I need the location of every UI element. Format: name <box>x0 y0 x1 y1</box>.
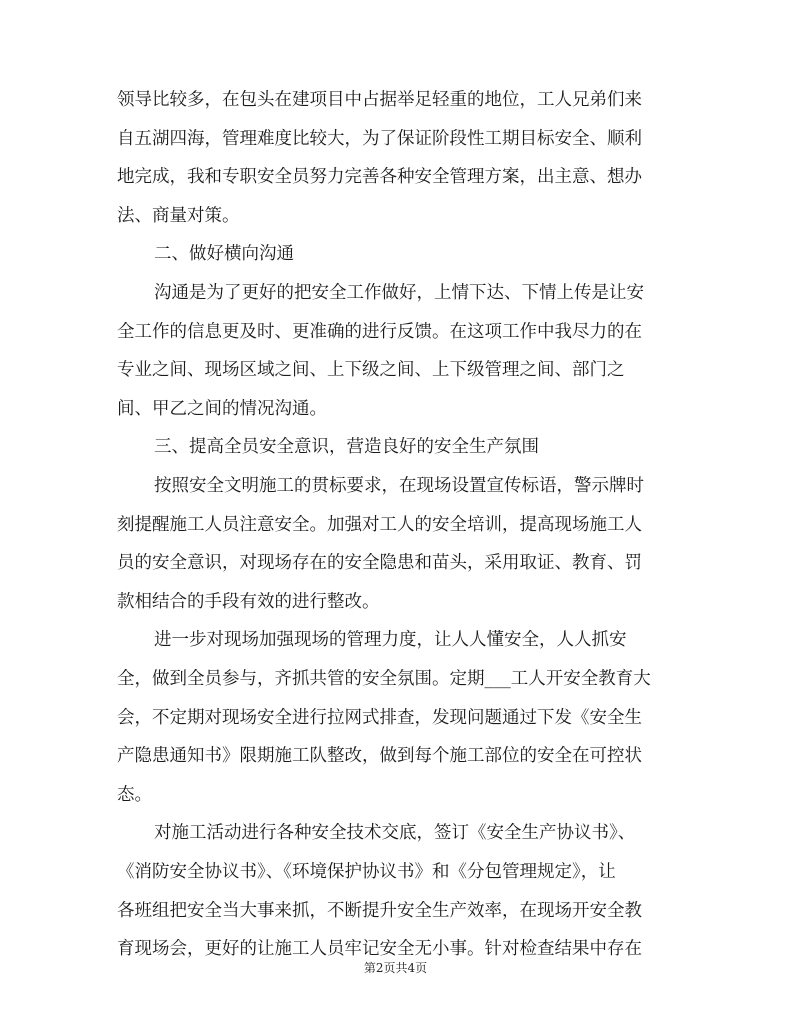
text-line: 员的安全意识，对现场存在的安全隐患和苗头，采用取证、教育、罚 <box>117 553 642 574</box>
text-line: 专业之间、现场区域之间、上下级之间、上下级管理之间、部门之 <box>117 360 625 381</box>
text-line: 按照安全文明施工的贯标要求，在现场设置宣传标语，警示牌时 <box>154 476 644 496</box>
text-line: 间、甲乙之间的情况沟通。 <box>117 398 327 419</box>
text-line: 全工作的信息更及时、更准确的进行反馈。在这项工作中我尽力的在 <box>117 321 642 342</box>
text-line: 沟通是为了更好的把安全工作做好，上情下达、下情上传是让安 <box>154 283 644 303</box>
section-heading: 三、提高全员安全意识，营造良好的安全生产氛围 <box>154 437 539 458</box>
text-line: 各班组把安全当大事来抓，不断提升安全生产效率，在现场开安全教 <box>117 900 642 921</box>
text-line: 《消防安全协议书》、《环境保护协议书》和《分包管理规定》，让 <box>117 862 616 882</box>
text-line: 领导比较多，在包头在建项目中占据举足轻重的地位，工人兄弟们来 <box>117 90 642 110</box>
text-line: 产隐患通知书》限期施工队整改，做到每个施工部位的安全在可控状 <box>117 746 642 767</box>
text-line: 进一步对现场加强现场的管理力度，让人人懂安全，人人抓安 <box>154 630 627 651</box>
text-line: 会，不定期对现场安全进行拉网式排查，发现问题通过下发《安全生 <box>117 707 642 728</box>
text-line: 刻提醒施工人员注意安全。加强对工人的安全培训，提高现场施工人 <box>117 514 642 535</box>
section-heading: 二、做好横向沟通 <box>154 244 294 265</box>
text-line: 自五湖四海，管理难度比较大，为了保证阶段性工期目标安全、顺利 <box>117 128 642 149</box>
page-number: 第2页共4页 <box>363 961 428 975</box>
text-line: 法、商量对策。 <box>117 205 240 226</box>
text-line: 款相结合的手段有效的进行整改。 <box>117 591 380 612</box>
text-line: 态。 <box>117 784 152 805</box>
text-line: 地完成，我和专职安全员努力完善各种安全管理方案，出主意、想办 <box>117 167 642 188</box>
text-line: 全，做到全员参与，齐抓共管的安全氛围。定期___工人开安全教育大 <box>117 669 651 689</box>
text-line: 对施工活动进行各种安全技术交底，签订《安全生产协议书》、 <box>154 823 636 844</box>
text-line: 育现场会，更好的让施工人员牢记安全无小事。针对检查结果中存在 <box>117 939 642 960</box>
